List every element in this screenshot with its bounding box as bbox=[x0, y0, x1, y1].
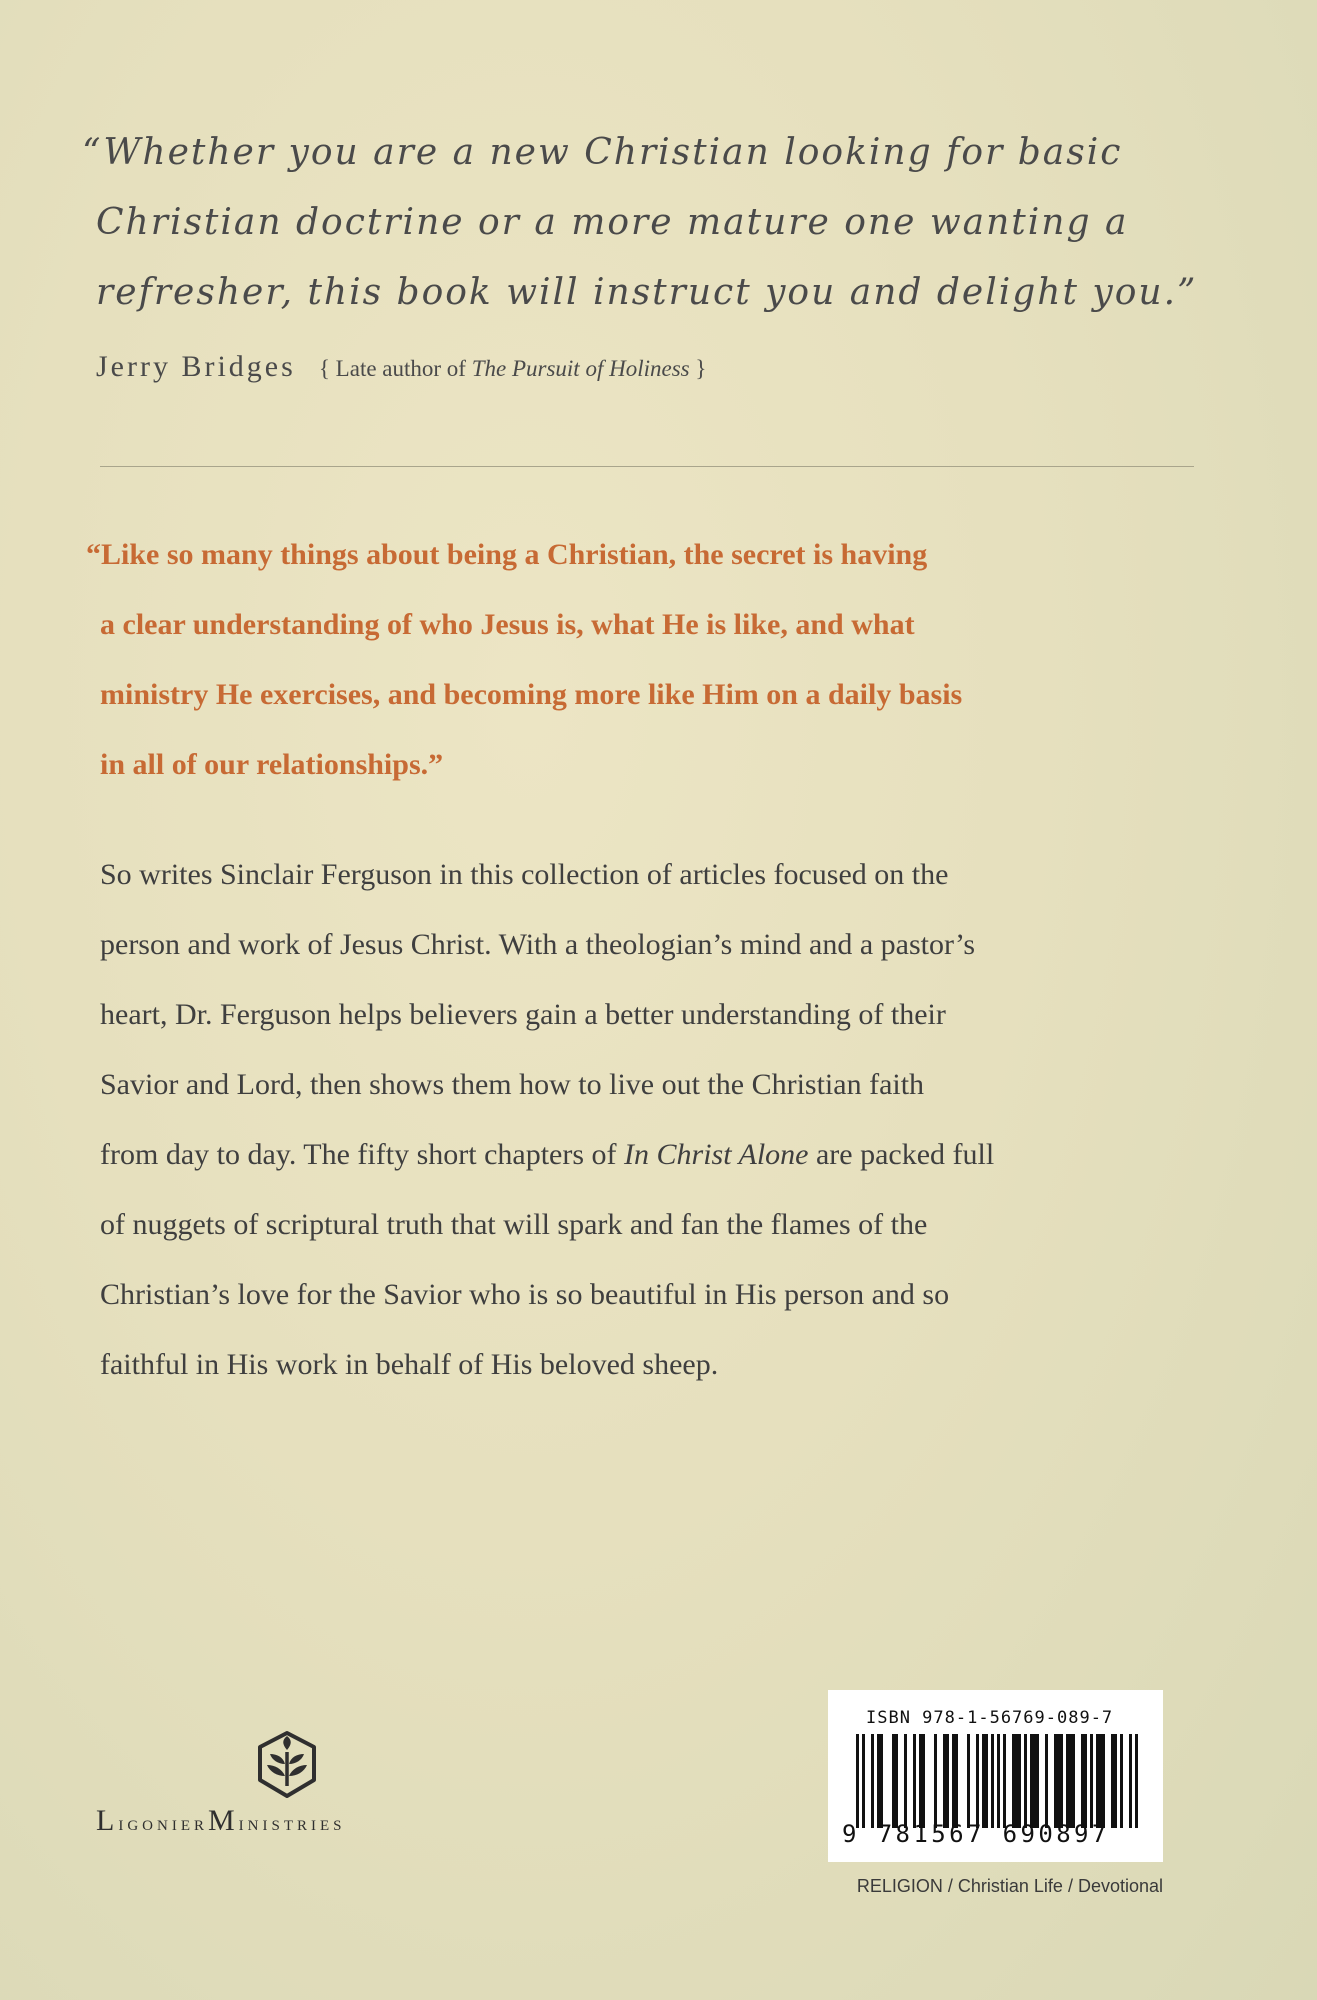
description-line: Savior and Lord, then shows them how to live out the Christian faith bbox=[100, 1068, 925, 1101]
barcode-bar bbox=[1003, 1734, 1006, 1828]
barcode-bar bbox=[934, 1734, 937, 1828]
publisher-logo bbox=[96, 1730, 486, 1850]
endorsement-line: “Whether you are a new Christian looking for basic bbox=[82, 132, 1123, 173]
publisher-word: inistries bbox=[238, 1810, 346, 1835]
endorser-role bbox=[319, 356, 707, 381]
role-suffix: } bbox=[695, 356, 707, 381]
book-description bbox=[100, 840, 1220, 1400]
barcode-bar bbox=[1135, 1734, 1138, 1828]
barcode-bar bbox=[862, 1734, 865, 1828]
barcode-bar bbox=[967, 1734, 970, 1828]
description-line bbox=[100, 1120, 1220, 1190]
barcode-bar bbox=[976, 1734, 979, 1828]
barcode-bar bbox=[919, 1734, 925, 1828]
description-line: heart, Dr. Ferguson helps believers gain a better understanding of their bbox=[100, 998, 946, 1031]
endorser-book-title: The Pursuit of Holiness bbox=[471, 356, 690, 381]
description-line: faithful in His work in behalf of His beloved sheep. bbox=[100, 1348, 719, 1381]
book-category: RELIGION / Christian Life / Devotional bbox=[856, 1876, 1163, 1896]
barcode-bar bbox=[877, 1734, 883, 1828]
publisher-initial: M bbox=[207, 1804, 239, 1837]
publisher-initial: L bbox=[96, 1804, 119, 1837]
barcode-bar bbox=[1120, 1734, 1123, 1828]
barcode-bar bbox=[1129, 1734, 1132, 1828]
barcode-bar bbox=[1012, 1734, 1021, 1828]
publisher-word: igonier bbox=[118, 1810, 208, 1835]
publisher-name bbox=[96, 1804, 346, 1838]
section-divider bbox=[100, 466, 1194, 467]
barcode-digits: 9 781567 690897 bbox=[842, 1820, 1110, 1848]
endorsement-line: Christian doctrine or a more mature one wanting a bbox=[96, 202, 1129, 243]
barcode-bar bbox=[991, 1734, 994, 1828]
pull-quote-line: “Like so many things about being a Christian, the secret is having bbox=[86, 538, 928, 571]
description-line: Christian’s love for the Savior who is so beautiful in His person and so bbox=[100, 1278, 950, 1311]
pull-quote-line: ministry He exercises, and becoming more like Him on a daily basis bbox=[100, 678, 963, 711]
barcode-bar bbox=[952, 1734, 958, 1828]
barcode-bar bbox=[871, 1734, 874, 1828]
book-title: In Christ Alone bbox=[624, 1138, 809, 1171]
description-line: So writes Sinclair Ferguson in this collection of articles focused on the bbox=[100, 858, 949, 891]
barcode-bar bbox=[1081, 1734, 1087, 1828]
barcode-bar bbox=[1066, 1734, 1075, 1828]
pull-quote bbox=[86, 520, 1266, 800]
isbn-barcode bbox=[828, 1690, 1163, 1862]
ligonier-tree-icon bbox=[252, 1730, 322, 1800]
barcode-bar bbox=[1045, 1734, 1048, 1828]
barcode-bars bbox=[856, 1734, 1138, 1828]
description-line: of nuggets of scriptural truth that will spark and fan the flames of the bbox=[100, 1208, 928, 1241]
barcode-bar bbox=[892, 1734, 898, 1828]
pull-quote-line: a clear understanding of who Jesus is, what He is like, and what bbox=[100, 608, 915, 641]
barcode-bar bbox=[913, 1734, 916, 1828]
barcode-bar bbox=[1030, 1734, 1039, 1828]
barcode-bar bbox=[1090, 1734, 1093, 1828]
barcode-bar bbox=[856, 1734, 859, 1828]
barcode-bar bbox=[997, 1734, 1000, 1828]
barcode-bar bbox=[943, 1734, 949, 1828]
endorsement-line: refresher, this book will instruct you and delight you.” bbox=[96, 272, 1198, 313]
barcode-bar bbox=[982, 1734, 988, 1828]
pull-quote-line: in all of our relationships.” bbox=[100, 748, 444, 781]
endorsement-attribution bbox=[96, 350, 706, 384]
barcode-bar bbox=[904, 1734, 907, 1828]
role-prefix: { Late author of bbox=[318, 356, 466, 381]
description-text: are packed full bbox=[808, 1138, 995, 1171]
barcode-bar bbox=[1111, 1734, 1117, 1828]
barcode-bar bbox=[1024, 1734, 1027, 1828]
barcode-bar bbox=[1054, 1734, 1063, 1828]
endorser-name: Jerry Bridges bbox=[96, 350, 296, 383]
description-text: from day to day. The fifty short chapters of bbox=[100, 1138, 625, 1171]
isbn-number: ISBN 978-1-56769-089-7 bbox=[866, 1708, 1114, 1728]
endorsement-quote bbox=[82, 118, 1242, 328]
description-line: person and work of Jesus Christ. With a theologian’s mind and a pastor’s bbox=[100, 928, 976, 961]
barcode-bar bbox=[1096, 1734, 1105, 1828]
